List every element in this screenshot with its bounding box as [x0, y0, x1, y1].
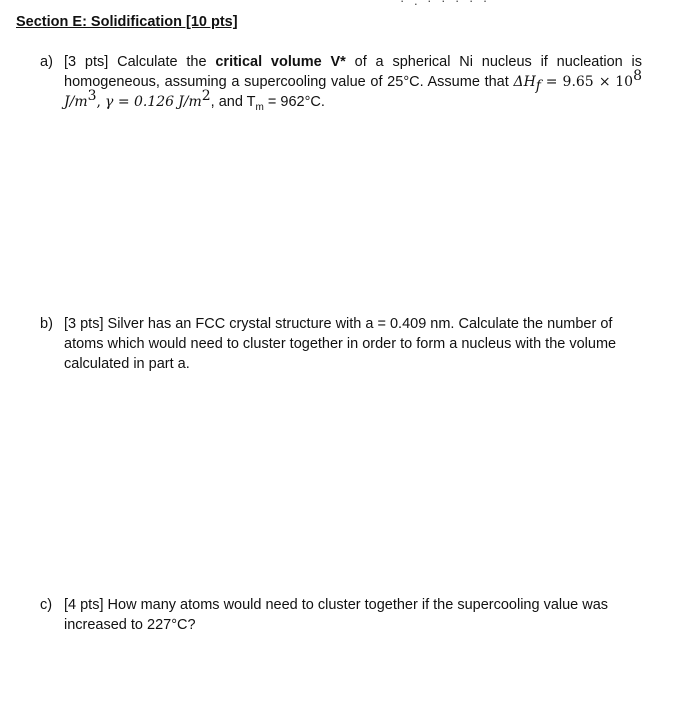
melting-temp-value: = 962°C. [267, 94, 325, 110]
question-a-emphasis: critical volume V* [215, 54, 346, 70]
question-c-label: c) [40, 597, 53, 613]
melting-temp-prefix: , and T [210, 94, 256, 110]
question-a-points: [3 pts] [64, 54, 109, 70]
question-b [40, 314, 642, 374]
question-b-body [64, 314, 642, 374]
question-b-text: Silver has an FCC crystal structure with a = 0.409 nm. Calculate the number of atoms which would need to cluster together in order to form a nucleus with the volume calculated in part a. [64, 316, 617, 372]
enthalpy-value-base: 10 [615, 74, 634, 90]
question-b-label: b) [40, 316, 53, 332]
surface-energy-unit: J/m [178, 94, 202, 110]
question-a-label: a) [40, 54, 53, 70]
surface-energy: γ = 0.126 [105, 94, 175, 110]
question-a-text-2: of a spherical Ni nucleus if nucleation is homogeneous, assuming a supercooling value of 25°C. Assume that [64, 54, 643, 90]
question-c-points: [4 pts] [64, 597, 104, 613]
cropped-header-fragment: · . · · · · · [400, 0, 491, 8]
enthalpy-exponent: 8 [633, 68, 643, 85]
question-a-body: [3 pts] Calculate the critical volume V* of a spherical Ni nucleus if nucleation is homogeneous, assuming a supercooling value of 25°C. Assume that $\Delta H_f = 9.65 \times 10^8$ $J/m^3$, γ = 0.126 $J/m^2$, and $T_m = 962^\circ C$. [64, 54, 643, 113]
surface-energy-unit-exponent: 2 [201, 88, 211, 105]
enthalpy-subscript: f [535, 77, 541, 94]
enthalpy-unit: J/m [64, 94, 88, 110]
question-c [40, 595, 642, 635]
enthalpy-symbol: ΔH [513, 74, 536, 90]
question-c-text: How many atoms would need to cluster together if the supercooling value was increased to 227°C? [64, 597, 609, 633]
question-a-text-1: Calculate the [117, 54, 207, 70]
question-c-body [64, 595, 642, 635]
enthalpy-value: = 9.65 × [545, 74, 611, 90]
enthalpy-unit-exponent: 3 [87, 88, 97, 105]
question-a [40, 52, 642, 112]
section-title: Section E: Solidification [10 pts] [16, 14, 238, 30]
question-b-points: [3 pts] [64, 316, 104, 332]
melting-temp-subscript: m [255, 101, 264, 113]
